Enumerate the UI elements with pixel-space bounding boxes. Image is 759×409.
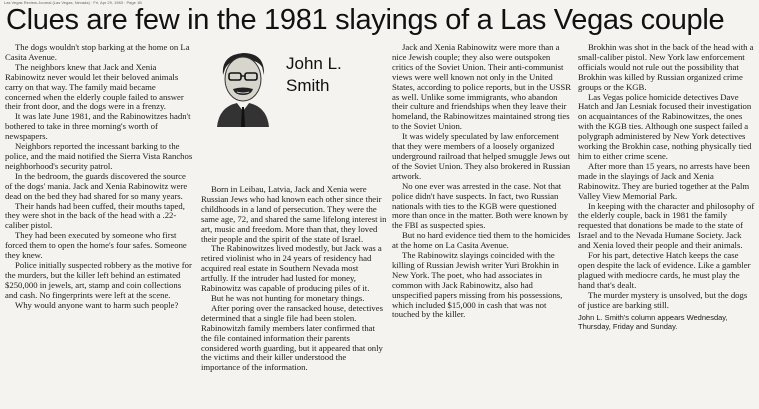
article-paragraph: After poring over the ransacked house, detectives determined that a single file had been stolen. Rabinowitzh family members later confirmed that the file contained information their parents considered worth guarding, but it appeared that only the victims and their killer understood the importance of the information.	[201, 302, 383, 373]
article-paragraph: Born in Leibau, Latvia, Jack and Xenia were Russian Jews who had known each other since their childhoods in a land of persecution. They were the same age, 72, and shared the same lifelong interest in art, music and freedom. More than that, they loved their people and the spirit of the state of Israel.	[201, 184, 387, 244]
article-paragraph: The neighbors knew that Jack and Xenia Rabinowitz never would let their beloved animals carry on that way. The family maid became concerned when the elderly couple failed to answer their front door, and the dogs were in a frenzy.	[5, 61, 184, 112]
article-paragraph: Their hands had been cuffed, their mouths taped, they were shot in the back of the head with a .22-caliber pistol.	[5, 200, 185, 231]
article-paragraph: No one ever was arrested in the case. Not that police didn't have suspects. In fact, two Russian nationals with ties to the KGB were questioned more than once in the matter. Both were known by the FBI as suspected spies.	[392, 180, 569, 231]
article-column-1	[5, 43, 193, 310]
column-credit: John L. Smith's column appears Wednesday, Thursday, Friday and Sunday.	[578, 313, 728, 332]
article-paragraph: Jack and Xenia Rabinowitz were more than a nice Jewish couple; they also were outspoken critics of the Soviet Union. Their anti-communist views were well known not only in the United States, according to police reports, but in the USSR as well. Unlike some immigrants, who abandon their culture and friendships when they leave their homeland, the Rabinowitzes maintained strong ties to the Soviet Union.	[392, 42, 572, 132]
article-paragraph: Neighbors reported the incessant barking to the police, and the maid notified the Sierra Vista Ranchos neighborhood's security patrol.	[5, 141, 193, 171]
article-column-3	[392, 43, 572, 320]
headline: Clues are few in the 1981 slayings of a Las Vegas couple	[6, 4, 725, 36]
article-column-2	[201, 185, 387, 373]
article-paragraph: It was widely speculated by law enforcement that they were members of a loosely organized underground railroad that helped smuggle Jews out of the Soviet Union. They also brokered in Russian artwork.	[392, 131, 571, 181]
article-paragraph: It was late June 1981, and the Rabinowitzes hadn't bothered to take in three morning's worth of newspapers.	[5, 111, 191, 142]
article-paragraph: In keeping with the character and philosophy of the elderly couple, back in 1981 the family requested that donations be made to the state of Israel and to the Nevada Humane Society. Jack and Xenia loved their people and their animals.	[578, 200, 755, 251]
article-paragraph: But no hard evidence tied them to the homicides at the home on La Casita Avenue.	[392, 230, 571, 251]
byline-name	[286, 53, 342, 97]
article-paragraph: Police initially suspected robbery as the motive for the murders, but the killer left behind an estimated $250,000 in jewels, art, stamp and coin collections and cash. No fingerprints were left at the scene.	[5, 259, 192, 300]
byline-first: John L.	[286, 54, 342, 73]
article-paragraph: But he was not hunting for monetary things.	[211, 292, 365, 303]
article-paragraph: Why would anyone want to harm such people?	[15, 299, 179, 310]
clipping-source-line: Las Vegas Review-Journal (Las Vegas, Nevada) · Fri, Apr 29, 1983 · Page 1B	[4, 0, 142, 5]
article-paragraph: In the bedroom, the guards discovered the source of the dogs' mania. Jack and Xenia Rabinowitz were dead on the bed they had shared for so many years.	[5, 170, 188, 201]
author-portrait	[207, 45, 281, 127]
article-paragraph: The murder mystery is unsolved, but the dogs of justice are barking still.	[578, 289, 748, 310]
article-paragraph: The dogs wouldn't stop barking at the home on La Casita Avenue.	[5, 42, 190, 62]
article-column-4	[578, 43, 755, 331]
byline-last: Smith	[286, 76, 330, 95]
article-paragraph: Brokhin was shot in the back of the head with a small-caliber pistol. New York law enforcement officials would not rule out the possibility that Brokhin was killed by Russian organized crime groups or the KGB.	[578, 42, 754, 92]
article-paragraph: The Rabinowitz slayings coincided with the killing of Russian Jewish writer Yuri Brokhin in New York. The poet, who had associates in common with Jack Rabinowitz, also had unspecified papers missing from his possessions, which included $15,000 in cash that was not touched by the killer.	[392, 250, 563, 320]
article-paragraph: They had been executed by someone who first forced them to open the home's four safes. Someone they knew.	[5, 230, 187, 261]
article-paragraph: After more than 15 years, no arrests have been made in the slayings of Jack and Xenia Rabinowitz. They are buried together at the Palm Valley View Memorial Park.	[578, 160, 750, 201]
article-paragraph: For his part, detective Hatch keeps the case open despite the lack of evidence. Like a gambler plagued with mediocre cards, he must play the hand that's dealt.	[578, 250, 751, 290]
article-paragraph: The Rabinowitzes lived modestly, but Jack was a retired violinist who in 24 years of residency had acquired real estate in Southern Nevada most artfully. If the intruder had lusted for money, Rabinowitz was capable of producing piles of it.	[201, 243, 382, 294]
byline-box	[201, 43, 387, 180]
article-paragraph: Las Vegas police homicide detectives Dave Hatch and Jan Lesniak focused their investigation on acquaintances of the Rabinowitzes, the ones with the KGB ties. Although one suspect failed a polygraph administered by New York detectives working the Brokhin case, nothing physically tied him to either crime scene.	[578, 91, 752, 161]
